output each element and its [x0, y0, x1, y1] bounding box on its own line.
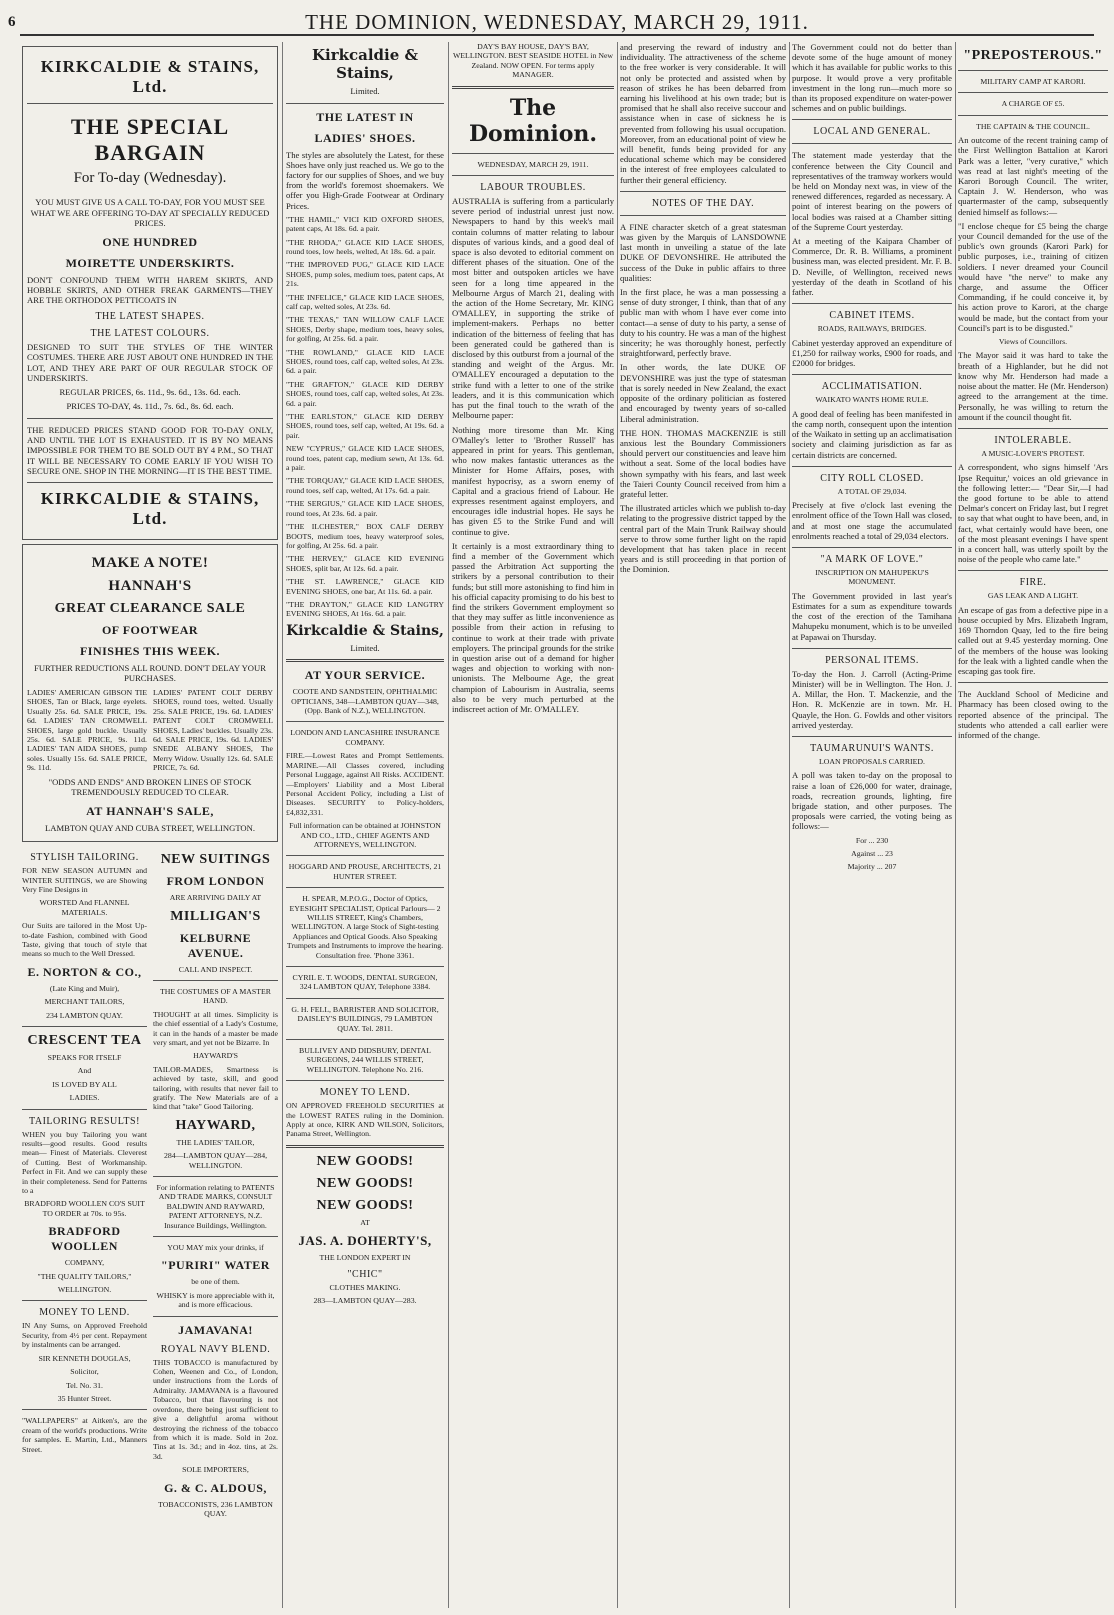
divider [22, 1300, 147, 1301]
preposterous-head: "PREPOSTEROUS." [963, 48, 1103, 63]
mark-sub: INSCRIPTION ON MAHUPEKU'S MONUMENT. [815, 567, 929, 587]
column-5 [792, 42, 952, 1608]
tau-against: Against ... 23 [851, 849, 893, 858]
jamavana-body: THIS TOBACCO is manufactured by Cohen, Weenen and Co., of London, under instructions from the Lords of Admiralty. JAMAVANA is a flavoured Tobacco, but that flavouring is not overdone, there being just sufficient to give a delightful aroma without destroying the richness of the tobacco from which it is made. Sold in 2oz. Tins at 1s. 3d.; and in 4oz. tins, at 2s. 3d. [153, 1357, 278, 1461]
divider [153, 980, 278, 981]
notes-head: NOTES OF THE DAY. [651, 197, 755, 209]
whisky-line: WHISKY is more appreciable with it, and is more efficacious. [156, 1290, 275, 1310]
divider [286, 103, 444, 104]
mark-body: The Government provided in last year's Estimates for a sum as expenditure towards the cost of the erection of the Tamihana Mahupeku monument, which is to be unveiled at Papawai on Thursday. [792, 590, 952, 642]
ad-further: FURTHER REDUCTIONS ALL ROUND. DON'T DELAY YOUR PURCHASES. [34, 662, 266, 684]
shoe-item: "THE GRAFTON," GLACE KID DERBY SHOES, round toes, calf cap, welted soles, At 23s. 6d. a pair. [286, 379, 444, 408]
divider [792, 374, 952, 375]
preposterous-body1: An outcome of the recent training camp of the First Wellington Battalion at Karori Park was a letter, "very curative," which was read at last night's meeting of the Karori Borough Council. The writer, Captain J. W. Henderson, who was quartermaster of the camp, subsequently denied himself as follows:— [958, 135, 1108, 217]
leader-body [452, 196, 614, 714]
divider [286, 887, 444, 888]
shoe-item: "THE HAMIL," VICI KID OXFORD SHOES, patent caps, At 18s. 6d. a pair. [286, 214, 444, 234]
fire-sub: GAS LEAK AND A LIGHT. [987, 591, 1079, 601]
tailoring-results-body: WHEN you buy Tailoring you want results—good results. Good results mean— Finest of Materials. Cleverest of Cutting. Best of Workmanship. Perfect in Fit. And we can supply these in their completeness. Send for Patterns to a [22, 1129, 147, 1196]
col5-body-top: The Government could not do better than devote some of the huge amount of money which it has available for public works to this purpose. It would prove a very profitable investment in the long run—much more so than its proposed expenditure on water-power schemes and on public buildings. [792, 42, 952, 114]
new-goods-1: NEW GOODS! [316, 1153, 414, 1169]
stylish-body: FOR NEW SEASON AUTUMN and WINTER SUITINGS, we are Showing Very Fine Designs in [22, 866, 147, 894]
shoe-item: "THE TORQUAY," GLACE KID LACE SHOES, round toes, self cap, welted, At 17s. 6d. a pair. [286, 476, 444, 495]
bradford-suit: BRADFORD WOOLLEN CO'S SUIT TO ORDER at 70s. to 95s. [24, 1199, 145, 1218]
column-separator [789, 42, 790, 1608]
divider [958, 70, 1108, 71]
views-head: Views of Councillors. [998, 337, 1068, 347]
hayward-firm: HAYWARD, [175, 1117, 256, 1133]
local-body: The statement made yesterday that the conference between the City Council and representatives of the tramway workers would be held on Monday next was, in view of the renewed differences, regarded as necessary. A point of interest bearing on the powers of local bodies was raised at a Chamber sitting of the Supreme Court yesterday. [792, 150, 952, 232]
accl-sub: WAIKATO WANTS HOME RULE. [815, 395, 929, 405]
kirkcaldie-footer: Kirkcaldie & Stains, [286, 622, 444, 639]
divider [153, 1176, 278, 1177]
divider [792, 143, 952, 144]
divider [27, 103, 273, 104]
crescent-line3: IS LOVED BY ALL [52, 1079, 117, 1089]
tau-head: TAUMARUNUI'S WANTS. [810, 742, 934, 754]
column-1 [22, 42, 278, 1608]
divider [286, 966, 444, 967]
ad-body: DON'T CONFOUND THEM WITH HAREM SKIRTS, AND HOBBLE SKIRTS, AND OTHER FREAK GARMENTS—THEY ARE THE ORTHODOX PETTICOATS IN [27, 274, 273, 305]
divider [286, 1039, 444, 1040]
divider [27, 418, 273, 419]
bullivey-ad: BULLIVEY AND DIDSBURY, DENTAL SURGEONS, 244 WILLIS STREET, WELLINGTON. Telephone No. 216. [299, 1046, 431, 1074]
coote-ad: COOTE AND SANDSTEIN, OPHTHALMIC OPTICIANS, 348—LAMBTON QUAY—348, (Opp. Bank of N.Z.), WELLINGTON. [291, 687, 439, 716]
divider [958, 92, 1108, 93]
divider [958, 570, 1108, 571]
page-number: 6 [8, 14, 16, 30]
preposterous-sub3: THE CAPTAIN & THE COUNCIL. [976, 121, 1090, 131]
kirkcaldie-bargain-ad [22, 46, 278, 540]
personal-body: To-day the Hon. J. Carroll (Acting-Prime Minister) will be in Wellington. The Hon. J. A. Millar, the Hon. T. Mackenzie, and the Hon. R. McKenzie are in town. Mr. H. Quayle, the Hon. G. Fowlds and other visitors arrived yesterday. [792, 668, 952, 730]
money-lend-head: MONEY TO LEND. [319, 1087, 411, 1099]
bradford-firm: BRADFORD WOOLLEN [48, 1224, 121, 1254]
costumes-head: THE COSTUMES OF A MASTER HAND. [160, 986, 271, 1006]
ad-left-list: LADIES' AMERICAN GIBSON TIE SHOES, Tan or Black, large eyelets. Usually 25s. 6d. SALE PRICE, 19s. 6d. LADIES' TAN CROMWELL SHOES, large gold buckle. Usually 25s. 6d. SALE PRICE, 9s. 11d. LADIES' TAN AIDA SHOES, pump soles. Usually 15s. 6d. SALE PRICE, 9s. 11d. [27, 687, 147, 773]
ad-at: AT HANNAH'S SALE, [86, 803, 214, 818]
aldous-addr: TOBACCONISTS, 236 LAMBTON QUAY. [158, 1499, 273, 1518]
newspaper-title: THE DOMINION, WEDNESDAY, MARCH 29, 1911. [305, 10, 809, 34]
london-lancashire-foot: Full information can be obtained at JOHNSTON AND CO., LTD., CHIEF AGENTS AND ATTORNEYS, WELLINGTON. [289, 821, 441, 849]
city-head: CITY ROLL CLOSED. [820, 472, 924, 484]
divider [792, 736, 952, 737]
divider [286, 1145, 444, 1148]
milligans: MILLIGAN'S [170, 908, 261, 924]
divider [286, 855, 444, 856]
money-lend-body: ON APPROVED FREEHOLD SECURITIES at the LOWEST RATES ruling in the Dominion. Apply at once, KIRK AND WILSON, Solicitors, Panama Street, Wellington. [286, 1101, 444, 1139]
column-3 [452, 42, 614, 1608]
london-lancashire-head: LONDON AND LANCASHIRE INSURANCE COMPANY. [290, 728, 440, 747]
kirkcaldie-firm: Kirkcaldie & Stains, [311, 46, 419, 82]
puriri-sub: be one of them. [191, 1277, 240, 1287]
ad-of: OF FOOTWEAR [101, 622, 199, 637]
local-head: LOCAL AND GENERAL. [813, 126, 931, 138]
costumes-body2: TAILOR-MADES, Smartness is achieved by taste, skill, and good tailoring, with results that never fail to gratify. The New Materials are of a kind that "take" Good Tailoring. [153, 1064, 278, 1112]
ad-two-column [27, 688, 273, 777]
norton-firm: E. NORTON & CO., [27, 964, 142, 979]
divider [452, 175, 614, 176]
masthead-rule [20, 34, 1094, 36]
divider [153, 1236, 278, 1237]
masthead [0, 0, 1114, 32]
crescent-tea-head: CRESCENT TEA [27, 1032, 142, 1048]
norton-firm2: (Late King and Muir), [49, 983, 120, 993]
ad-address: LAMBTON QUAY AND CUBA STREET, WELLINGTON. [45, 822, 255, 833]
city-body: Precisely at five o'clock last evening the enrolment office of the Town Hall was closed, and at most one stage the accumulated enrolments reached a total of 29,034 electors. [792, 500, 952, 541]
stylish-body2: Our Suits are tailored in the Most Up-to-date Fashion, combined with Good Taste, giving that touch of style that means so much to the Well Dressed. [22, 921, 147, 959]
dominion-masthead: The Dominion. [468, 94, 598, 147]
money-tel: Tel. No. 31. [66, 1380, 103, 1390]
leader-paragraph: It certainly is a most extraordinary thing to find a member of the Government which passed the Arbitration Act supporting the strikers by a personal contribution to their funds; but still more astonishing to find him in his official capacity promising to do his best to find the strikers Government employment so that they may suffer as little inconvenience as possible from their action in refusing to continue to work at their trade with private employers. The principal grounds for the strike in question arise out of a demand for higher wages and objection to working with non-unionists. The Melbourne Age, the great champion of Labourism in Australia, seems also to be very much perturbed at the indiscreet action of Mr. O'MALLEY. [452, 540, 614, 714]
shoe-list [286, 215, 444, 619]
kirkcaldie-footer2: Limited. [350, 642, 380, 653]
ad-firm: KIRKCALDIE & STAINS, Ltd. [40, 57, 260, 96]
ad-body2: DESIGNED TO SUIT THE STYLES OF THE WINTER COSTUMES. THERE ARE JUST ABOUT ONE HUNDRED IN THE LOT, AND THEY ARE PART OF OUR REGULAR STOCK OF UNDERSKIRTS. [27, 342, 273, 383]
hayward-role: THE LADIES' TAILOR, [176, 1137, 255, 1147]
column-separator [955, 42, 956, 1608]
money-role: Solicitor, [70, 1367, 99, 1377]
doherty: JAS. A. DOHERTY'S, [298, 1233, 432, 1249]
haywards: HAYWARD'S [193, 1051, 238, 1061]
column-separator [617, 42, 618, 1608]
shoe-item: "THE HERVEY," GLACE KID EVENING SHOES, split bar, At 12s. 6d. a pair. [286, 554, 444, 573]
notes-paragraph: A FINE character sketch of a great statesman was given by the Marquis of LANSDOWNE last month in unveiling a statue of the late DUKE OF DEVONSHIRE. He attributed the success of the Duke in public affairs to three qualities: [620, 221, 786, 283]
london-lancashire-body: FIRE.—Lowest Rates and Prompt Settlements. MARINE.—All Classes covered, including Personal Luggage, against All Risks. ACCIDENT.—Employers' Liability and a Most Liberal Personal Accident Policy, including a List of Diseases. SECURITY to Policy-holders, £4,832,331. [286, 751, 444, 817]
doherty-addr: 283—LAMBTON QUAY—283. [313, 1296, 417, 1306]
bradford-qual: "THE QUALITY TAILORS," [37, 1271, 132, 1281]
money-name: SIR KENNETH DOUGLAS, [38, 1353, 131, 1363]
divider [958, 682, 1108, 683]
money-head: MONEY TO LEND. [39, 1307, 130, 1319]
woods-ad: CYRIL E. T. WOODS, DENTAL SURGEON, 324 LAMBTON QUAY, Telephone 3384. [292, 973, 438, 992]
tau-majority: Majority ... 207 [847, 862, 897, 872]
divider [22, 1109, 147, 1110]
new-suitings-arr: ARE ARRIVING DAILY AT [169, 893, 262, 903]
divider [452, 86, 614, 89]
divider [792, 648, 952, 649]
divider [452, 153, 614, 154]
divider [22, 1409, 147, 1410]
shoe-item: "THE EARLSTON," GLACE KID DERBY SHOES, round toes, self cap, welted, At 19s. 6d. a pair. [286, 412, 444, 440]
ad-today-prices: PRICES TO-DAY, 4s. 11d., 7s. 6d., 8s. 6d. each. [66, 401, 234, 412]
city-sub: A TOTAL OF 29,034. [837, 486, 907, 496]
wallpapers-ad: "WALLPAPERS" at Aitken's, are the cream of the world's productions. Write for samples. E. Martin, Ltd., Manners Street. [22, 1416, 147, 1454]
new-suitings-from: FROM LONDON [166, 874, 265, 889]
new-goods-at: AT [360, 1217, 370, 1227]
shoe-item: "THE ILCHESTER," BOX CALF DERBY BOOTS, medium toes, heavy waterproof soles, for golfing, At 25s. 6d. a pair. [286, 522, 444, 550]
ad-sale: GREAT CLEARANCE SALE [54, 600, 246, 616]
ad-subhead: For To-day (Wednesday). [73, 170, 227, 186]
stylish-items: WORSTED And FLANNEL MATERIALS. [39, 898, 130, 917]
accl-head: ACCLIMATISATION. [821, 381, 923, 393]
column-4 [620, 42, 786, 1608]
days-bay-ad: DAY'S BAY HOUSE, DAY'S BAY, WELLINGTON. BEST SEASIDE HOTEL in New Zealand. NOW OPEN. For terms apply MANAGER. [452, 42, 614, 80]
cabinet-head: CABINET ITEMS. [829, 310, 915, 322]
ad-right-list: LADIES' PATENT COLT DERBY SHOES, round toes, welted. Usually 25s. SALE PRICE, 19s. 6d. LADIES' PATENT COLT CROMWELL SHOES, Ladies' buckles. Usually 23s. 6d. SALE PRICE, 19s. 6d. LADIES' SNEDE ALBANY SHOES, The Merry Widow. Usually 12s. 6d. SALE PRICE, 7s. 6d. [153, 687, 273, 773]
col4-body-top: and preserving the reward of industry and individuality. The attractiveness of the scheme to the free worker is very considerable. It will not only be protected and assisted when by reason of strikes he has been debarred from earning his livelihood at his own trade; but is promised that he shall also receive succour and assistance when in case of sickness he is prevented from following his usual occupation. Moreover, from an educational point of view he will benefit, funds being provided for any educational scheme which may be considered in the interest of free employees calculated to further their general efficiency. [620, 42, 786, 185]
tau-sub: LOAN PROPOSALS CARRIED. [819, 756, 925, 766]
fire-body2: The Auckland School of Medicine and Pharmacy has been closed owing to the reported absence of the principal. The students who attended a call earlier were informed of the change. [958, 689, 1108, 740]
ad-colours: THE LATEST COLOURS. [90, 328, 210, 340]
shoe-item: NEW "CYPRUS," GLACE KID LACE SHOES, round toes, patent cap, medium sewn, At 13s. 6d. a pair. [286, 444, 444, 473]
hoggard-ad: HOGGARD AND PROUSE, ARCHITECTS, 21 HUNTER STREET. [288, 862, 442, 881]
ad-odds: "ODDS AND ENDS" AND BROKEN LINES OF STOCK TREMENDOUSLY REDUCED TO CLEAR. [48, 776, 252, 798]
notes-paragraph: The illustrated articles which we publish to-day relating to the progressive district tapped by the central part of the Main Trunk Railway should serve to throw some further light on the rapid development that has taken place in recent years and is still proceeding in that portion of the Dominion. [620, 503, 786, 575]
jamavana-sub: ROYAL NAVY BLEND. [160, 1343, 271, 1355]
divider [27, 482, 273, 483]
column-2 [286, 42, 444, 1608]
ad-intro: YOU MUST GIVE US A CALL TO-DAY, FOR YOU MUST SEE WHAT WE ARE OFFERING TO-DAY AT SPECIALLY REDUCED PRICES. [30, 197, 270, 228]
cabinet-sub: ROADS, RAILWAYS, BRIDGES. [817, 324, 927, 334]
ad-regular-prices: REGULAR PRICES, 6s. 11d., 9s. 6d., 13s. 6d. each. [59, 386, 241, 397]
new-goods-3: NEW GOODS! [316, 1197, 414, 1213]
shoe-item: "THE SERGIUS," GLACE KID LACE SHOES, round toes, At 23s. 6d. a pair. [286, 499, 444, 518]
notes-paragraph: In other words, the late DUKE OF DEVONSHIRE was just the type of statesman that is sorely needed in New Zealand, the exact opposite of the ordinary politician as fostered and encouraged by twenty years of so-called Liberal administration. [620, 362, 786, 424]
ad-item: MOIRETTE UNDERSKIRTS. [65, 255, 235, 270]
views-body: The Mayor said it was hard to take the breath of a Highlander, but he did not know why Mr. Henderson had made a noise about the matter. He (Mr. Henderson) agreed to the arrangement at the time. Personally, he was willing to return the amount if the council thought fit. [958, 350, 1108, 422]
ad-firm-footer: KIRKCALDIE & STAINS, Ltd. [40, 488, 260, 528]
patents-ad: For information relating to PATENTS AND TRADE MARKS, CONSULT BALDWIN AND RAYWARD, PATENT ATTORNEYS, N.Z. Insurance Buildings, Wellington. [156, 1183, 275, 1230]
accl-body: A good deal of feeling has been manifested in the camp north, consequent upon the intention of the Waikato in setting up an acclimatisation society and claiming jurisdiction as far as certain districts are concerned. [792, 408, 952, 460]
crescent-line1: SPEAKS FOR ITSELF [47, 1052, 122, 1062]
shoe-item: "THE TEXAS," TAN WILLOW CALF LACE SHOES, Derby shape, medium toes, heavy soles, for golfing, At 25s. 6d. a pair. [286, 315, 444, 344]
puriri-water: "PURIRI" WATER [161, 1258, 270, 1273]
norton-trade: MERCHANT TAILORS, [44, 997, 125, 1007]
column-separator [282, 42, 283, 1608]
leader-paragraph: AUSTRALIA is suffering from a particularly severe period of industrial unrest just now. Newspapers to hand by this week's mail contain columns of matter relating to labour disputes of various kinds, and a good deal of space is also devoted to editorial comment on different phases of the situation. One of the most bitter and outspoken articles we have seen for a long time appeared in the Melbourne Argus of March 21, dealing with the action of the Home Secretary, Mr. KING O'MALLEY, in supporting the strike of implement-makers. Perhaps no better indication of the bitterness of feeling that has been generated could be gathered than is disclosed by this outburst from a journal of the standing and weight of the Argus. Mr. O'MALLEY encouraged a deputation to the strike fund with a letter to one of the strike leaders, and it is this communication which has put the final touch to the wrath of the Melbourne paper: [452, 196, 614, 421]
bradford-city: WELLINGTON. [57, 1285, 112, 1295]
divider [620, 191, 786, 192]
divider [620, 215, 786, 216]
hannahs-sale-ad [22, 544, 278, 842]
intolerable-head: INTOLERABLE. [994, 434, 1072, 446]
divider [958, 428, 1108, 429]
doherty-chic: "CHIC" [347, 1268, 383, 1280]
mark-head: "A MARK OF LOVE." [820, 553, 924, 565]
tau-for: For ... 230 [855, 835, 889, 845]
personal-head: PERSONAL ITEMS. [825, 654, 919, 666]
divider [286, 998, 444, 999]
divider [286, 1080, 444, 1081]
fell-ad: G. H. FELL, BARRISTER AND SOLICITOR, DAISLEY'S BUILDINGS, 79 LAMBTON QUAY. Tel. 2811. [291, 1004, 439, 1033]
doherty-expert: THE LONDON EXPERT IN [319, 1253, 411, 1263]
divider [22, 1026, 147, 1027]
intolerable-body: A correspondent, who signs himself 'Ars Ipse Requitur,' voices an old grievance in the following letter:— "Dear Sir,—I had the good fortune to be able to attend Delmar's concert on Friday last, but I regret to say that what ought to have been, and, in fact, what certainly would have been, one of the most pleasant evenings I have spent in a concert hall, was utterly spoilt by the noise of the people who came late." [958, 462, 1108, 565]
divider [958, 115, 1108, 116]
call-inspect: CALL AND INSPECT. [178, 964, 253, 974]
notes-paragraph: THE HON. THOMAS MACKENZIE is still anxious lest the Boundary Commissioners should pervert our constituencies and leave him without a seat. Some of the local bodies have shown sympathy with his fears, and last week the Taieri County Council received from him a grateful letter. [620, 427, 786, 499]
crescent-line2: And [77, 1066, 92, 1076]
norton-addr: 234 LAMBTON QUAY. [46, 1010, 123, 1020]
latest-intro: The styles are absolutely the Latest, for these Shoes have only just reached us. We go to the factory for our supplies of Shoes, and we buy from the world's foremost shoemakers. We offer you High-Grade Footwear at Ordinary Prices. [286, 149, 444, 211]
notes-body [620, 222, 786, 575]
preposterous-sub2: A CHARGE OF £5. [1001, 99, 1065, 109]
crescent-line4: LADIES. [69, 1093, 100, 1103]
ad-name: HANNAH'S [108, 577, 192, 594]
column-separator [448, 42, 449, 1608]
divider [153, 1316, 278, 1317]
ad-closing: THE REDUCED PRICES STAND GOOD FOR TO-DAY ONLY, AND UNTIL THE LOT IS EXHAUSTED. IT IS BY NO MEANS IMPOSSIBLE FOR THEM TO BE SOLD OUT BY 4 P.M., SO THAT IT WILL BE NECESSARY TO COME EARLY IF YOU WISH TO SECURE ONE. SHOP IN THE MORNING—IT IS THE BEST TIME. [27, 424, 273, 476]
leader-head: LABOUR TROUBLES. [480, 182, 586, 194]
col1-lower [22, 846, 278, 1522]
costumes-body: THOUGHT at all times. Simplicity is the chief essential of a Lady's Costume, it can in the hands of a master be made very smart, and yet not be Bizarre. In [153, 1009, 278, 1047]
new-goods-2: NEW GOODS! [316, 1175, 414, 1191]
spear-ad: H. SPEAR, M.P.O.G., Doctor of Optics, EYESIGHT SPECIALIST, Optical Parlours— 2 WILLIS STREET, King's Chambers, WELLINGTON. A large Stock of Sight-testing Appliances and Optical Goods. Also Speaking Trumpets and Instruments to improve the hearing. Consultation free. 'Phone 3361. [286, 894, 444, 960]
jamavana-head: JAMAVANA! [178, 1322, 253, 1337]
shoe-item: "THE RHODA," GLACE KID LACE SHOES, round toes, low heels, welted, At 18s. 6d. a pair. [286, 237, 444, 256]
latest-head2: LADIES' SHOES. [314, 130, 416, 145]
kirkcaldie-limited: Limited. [350, 86, 380, 96]
ad-shapes: THE LATEST SHAPES. [95, 311, 205, 323]
divider [792, 466, 952, 467]
ad-headline: MAKE A NOTE! [91, 554, 209, 571]
divider [286, 721, 444, 722]
divider [286, 659, 444, 662]
cabinet-body: Cabinet yesterday approved an expenditure of £1,250 for railway works, £900 for roads, and £2000 for bridges. [792, 337, 952, 369]
aldous: G. & C. ALDOUS, [164, 1480, 267, 1495]
preposterous-body2: "I enclose cheque for £5 being the charge your Council demanded for the use of the public's own grounds (Karori Park) for public purposes, i.e., training of citizen soldiers. I never dreamed your Council would have "the nerve" to make any charge, and assume the Officer Commanding, if he could conceive it, by his action prove to Karori, at the charge would be made, but the contact from your Council's part is to be disgusted." [958, 220, 1108, 333]
column-6 [958, 42, 1108, 1608]
tau-body: A poll was taken to-day on the proposal to raise a loan of £26,000 for water, drainage, roads, recreation grounds, lighting, fire brigade station, and other purposes. The proposals were carried, the voting being as follows:— [792, 770, 952, 832]
stylish-tailoring-head: STYLISH TAILORING. [30, 852, 139, 864]
ad-one-hundred: ONE HUNDRED [102, 234, 198, 249]
latest-head: THE LATEST IN [316, 109, 414, 124]
ad-headline: THE SPECIAL BARGAIN [70, 114, 230, 165]
shoe-item: "THE ROWLAND," GLACE KID LACE SHOES, round toes, calf cap, welted soles, At 23s. 6d. a pair. [286, 347, 444, 376]
sole-importers: SOLE IMPORTERS, [182, 1465, 249, 1475]
ad-finishes: FINISHES THIS WEEK. [79, 643, 221, 658]
fire-head: FIRE. [1019, 577, 1047, 589]
hayward-addr: 284—LAMBTON QUAY—284, WELLINGTON. [163, 1151, 268, 1170]
leader-paragraph: Nothing more tiresome than Mr. King O'Malley's letter to 'Brother Russell' has appeared in print for years. This gentleman, who now makes fantastic utterances as the Minister for Home Affairs, poses, with manifest hypocrisy, as a sworn enemy of Capital and a gracious friend of Labour. He expresses resentment against employers, and encourages idle industrial hopes. He says he has given £5 to the Strike Fund and will continue to give. [452, 424, 614, 537]
divider [792, 303, 952, 304]
notes-paragraph: In the first place, he was a man possessing a sense of duty stronger, I think, than that of any public man with whom I have ever come into contact—a sense of duty to his party, a sense of duty to his country. He was a man of the highest sincerity; he was thoroughly honest, perfectly straightforward, perfectly brave. [620, 287, 786, 359]
service-head: AT YOUR SERVICE. [304, 668, 426, 683]
new-suitings-head: NEW SUITINGS [160, 852, 271, 868]
shoe-item: "THE INFELICE," GLACE KID LACE SHOES, calf cap, welted soles, At 23s. 6d. [286, 292, 444, 311]
fire-body: An escape of gas from a defective pipe in a house occupied by Mrs. Elizabeth Ingram, 169 Thorndon Quay, led to the fire being called out at 9.45 yesterday morning. One of the members of the house was looking for the leak with a lighted candle when the escaping gas took fire. [958, 604, 1108, 676]
money-addr: 35 Hunter Street. [57, 1393, 112, 1403]
shoe-item: "THE DRAYTON," GLACE KID LANGTRY EVENING SHOES, At 16s. 6d. a pair. [286, 599, 444, 619]
money-body: IN Any Sums, on Approved Freehold Security, from 4½ per cent. Repayment by instalments can be arranged. [22, 1321, 147, 1350]
shoe-item: "THE ST. LAWRENCE," GLACE KID EVENING SHOES, one bar, At 11s. 6d. a pair. [286, 577, 444, 596]
divider [792, 119, 952, 120]
intolerable-sub: A MUSIC-LOVER'S PROTEST. [981, 448, 1085, 458]
you-may: YOU MAY mix your drinks, if [167, 1243, 264, 1253]
preposterous-sub1: MILITARY CAMP AT KARORI. [980, 77, 1086, 86]
shoe-item: "THE IMPROVED PUG," GLACE KID LACE SHOES, pump soles, medium toes, patent caps, At 21s. [286, 260, 444, 289]
divider [792, 547, 952, 548]
doherty-clothes: CLOTHES MAKING. [329, 1282, 401, 1292]
kelburne: KELBURNE AVENUE. [179, 930, 252, 960]
bradford-company: COMPANY, [64, 1258, 105, 1268]
leader-date: WEDNESDAY, MARCH 29, 1911. [477, 159, 589, 169]
tailoring-results-head: TAILORING RESULTS! [29, 1115, 140, 1127]
local-body-cont: At a meeting of the Kaipara Chamber of Commerce, Dr. R. B. Williams, a prominent business man, was elected president. Mr. F. B. D. Neville, of Wellington, received news yesterday of the death in Scotland of his father. [792, 236, 952, 298]
